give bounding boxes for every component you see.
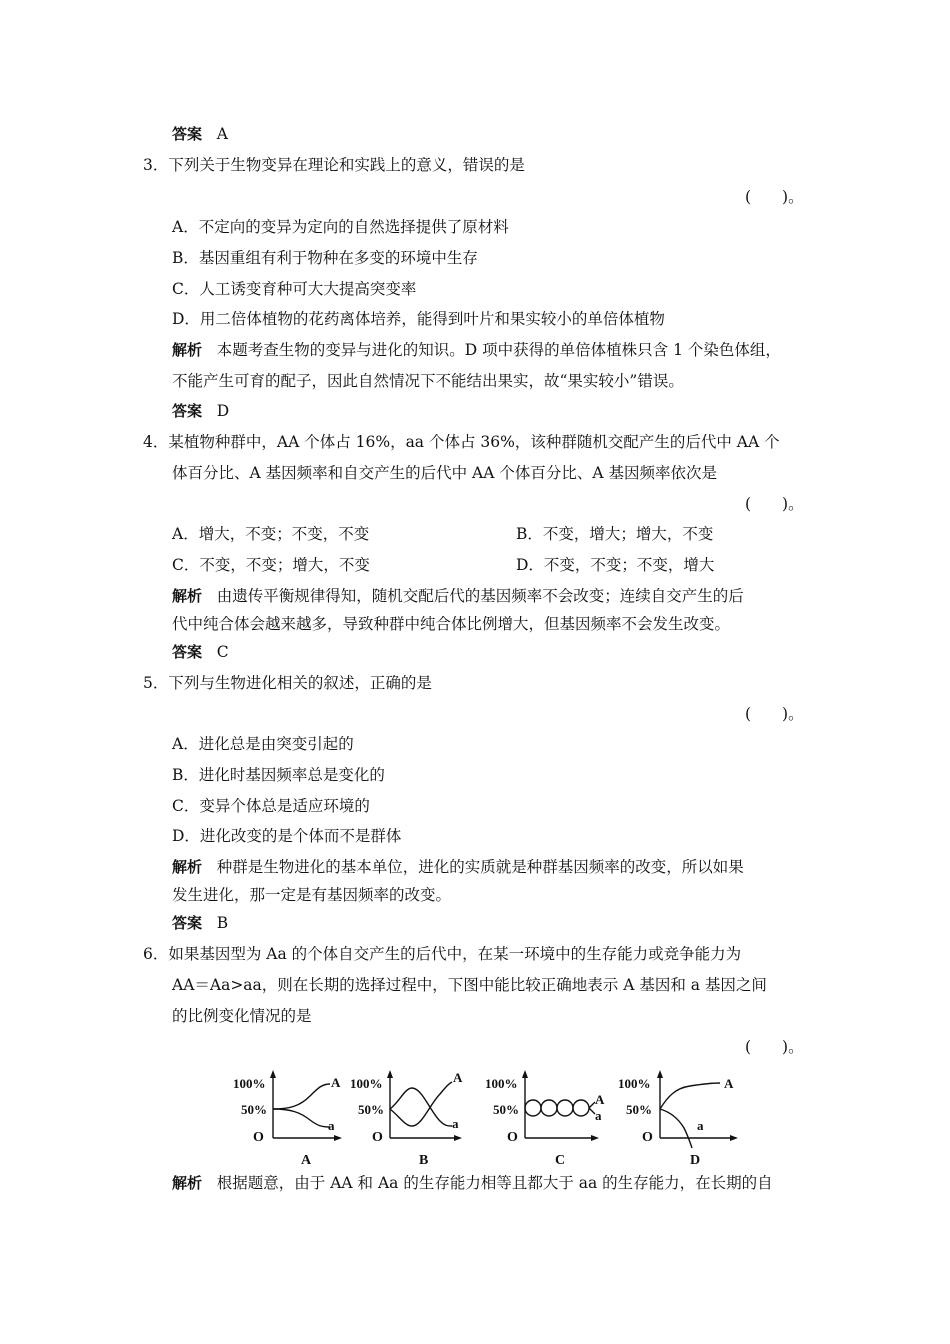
question-text-cont: AA＝Aa>aa，则在长期的选择过程中，下图中能比较正确地表示 A 基因和 a 基因之间 [172, 976, 767, 994]
graph-panel-b [350, 1070, 463, 1166]
y-tick-100: 100% [485, 1076, 518, 1091]
analysis-line-1 [172, 586, 744, 606]
curve-label-lower: a [328, 1118, 335, 1133]
curve-label-upper: A [331, 1075, 341, 1090]
answer-label: 答案 [172, 125, 203, 143]
origin-label: O [372, 1130, 383, 1145]
answer-blank: ( )。 [745, 1038, 804, 1056]
y-tick-100: 100% [233, 1076, 266, 1091]
curve-label-lower: a [697, 1118, 704, 1133]
option-a: A．不定向的变异为定向的自然选择提供了原材料 [172, 218, 509, 236]
previous-answer [172, 124, 228, 144]
question-6-stem [143, 944, 741, 964]
question-text: 某植物种群中，AA 个体占 16%，aa 个体占 36%，该种群随机交配产生的后代中 AA 个 [168, 433, 780, 451]
answer-line [172, 401, 229, 421]
panel-label: C [555, 1153, 566, 1166]
question-text-cont: 的比例变化情况的是 [172, 1007, 312, 1025]
answer-label: 答案 [172, 914, 203, 932]
question-3-stem [143, 155, 525, 175]
curve-label-lower: a [595, 1108, 602, 1123]
origin-label: O [507, 1130, 518, 1145]
graph-panel-c [485, 1070, 605, 1166]
answer-value: A [216, 125, 228, 143]
question-number: 5． [143, 674, 169, 692]
answer-label: 答案 [172, 402, 203, 420]
analysis-label: 解析 [172, 1174, 203, 1192]
question-number: 6． [143, 945, 169, 963]
analysis-line-2: 不能产生可育的配子，因此自然情况下不能结出果实，故“果实较小”错误。 [172, 372, 684, 390]
gene-frequency-figure [230, 1066, 750, 1166]
graph-panel-a [233, 1070, 342, 1166]
y-tick-50: 50% [626, 1102, 652, 1117]
option-d: D．不变，不变；不变，增大 [516, 556, 715, 574]
analysis-label: 解析 [172, 858, 203, 876]
analysis-text: 根据题意，由于 AA 和 Aa 的生存能力相等且都大于 aa 的生存能力，在长期的自 [216, 1174, 773, 1192]
analysis-line-2: 发生进化，那一定是有基因频率的改变。 [172, 886, 452, 904]
answer-label: 答案 [172, 643, 203, 661]
analysis-label: 解析 [172, 587, 203, 605]
panel-label: B [419, 1153, 429, 1166]
option-a: A．进化总是由突变引起的 [172, 735, 354, 753]
analysis-line-1 [172, 340, 781, 360]
y-tick-50: 50% [241, 1102, 267, 1117]
panel-label: D [690, 1153, 701, 1166]
curve-label-upper: A [724, 1076, 734, 1091]
analysis-label: 解析 [172, 341, 203, 359]
answer-blank: ( )。 [745, 495, 804, 513]
option-d: D．进化改变的是个体而不是群体 [172, 827, 402, 845]
answer-value: D [216, 402, 230, 420]
y-tick-50: 50% [358, 1102, 384, 1117]
question-text: 下列与生物进化相关的叙述，正确的是 [168, 674, 432, 692]
curve-label-upper: A [595, 1092, 605, 1107]
graph-panel-d [618, 1070, 738, 1166]
answer-value: C [216, 643, 229, 661]
answer-blank: ( )。 [745, 188, 804, 206]
question-5-stem [143, 673, 432, 693]
origin-label: O [253, 1130, 264, 1145]
y-tick-50: 50% [493, 1102, 519, 1117]
option-c: C．人工诱变育种可大大提高突变率 [172, 280, 417, 298]
question-number: 3． [143, 156, 169, 174]
option-b: B．进化时基因频率总是变化的 [172, 766, 385, 784]
answer-value: B [216, 914, 229, 932]
curve-label-lower: a [452, 1116, 459, 1131]
analysis-line-2: 代中纯合体会越来越多，导致种群中纯合体比例增大，但基因频率不会发生改变。 [172, 615, 731, 633]
panel-label: A [301, 1153, 312, 1166]
question-4-stem [143, 432, 780, 452]
y-tick-100: 100% [350, 1076, 383, 1091]
option-d: D．用二倍体植物的花药离体培养，能得到叶片和果实较小的单倍体植物 [172, 310, 665, 328]
curve-label-upper: A [453, 1070, 463, 1085]
analysis-text: 由遗传平衡规律得知，随机交配后代的基因频率不会改变；连续自交产生的后 [216, 587, 744, 605]
option-a: A．增大，不变；不变，不变 [172, 525, 370, 543]
answer-blank: ( )。 [745, 705, 804, 723]
question-text: 下列关于生物变异在理论和实践上的意义，错误的是 [168, 156, 525, 174]
question-number: 4． [143, 433, 169, 451]
question-text: 如果基因型为 Aa 的个体自交产生的后代中，在某一环境中的生存能力或竞争能力为 [168, 945, 742, 963]
origin-label: O [642, 1130, 653, 1145]
y-tick-100: 100% [618, 1076, 651, 1091]
option-c: C．变异个体总是适应环境的 [172, 797, 370, 815]
option-b: B．不变，增大；增大，不变 [516, 525, 714, 543]
analysis-line-1 [172, 857, 744, 877]
analysis-line-1 [172, 1173, 773, 1193]
question-text-cont: 体百分比、A 基因频率和自交产生的后代中 AA 个体百分比、A 基因频率依次是 [172, 464, 717, 482]
answer-line [172, 642, 229, 662]
answer-line [172, 913, 228, 933]
analysis-text: 种群是生物进化的基本单位，进化的实质就是种群基因频率的改变，所以如果 [216, 858, 744, 876]
analysis-text: 本题考查生物的变异与进化的知识。D 项中获得的单倍体植株只含 1 个染色体组， [216, 341, 781, 359]
option-b: B．基因重组有利于物种在多变的环境中生存 [172, 249, 478, 267]
option-c: C．不变，不变；增大，不变 [172, 556, 370, 574]
